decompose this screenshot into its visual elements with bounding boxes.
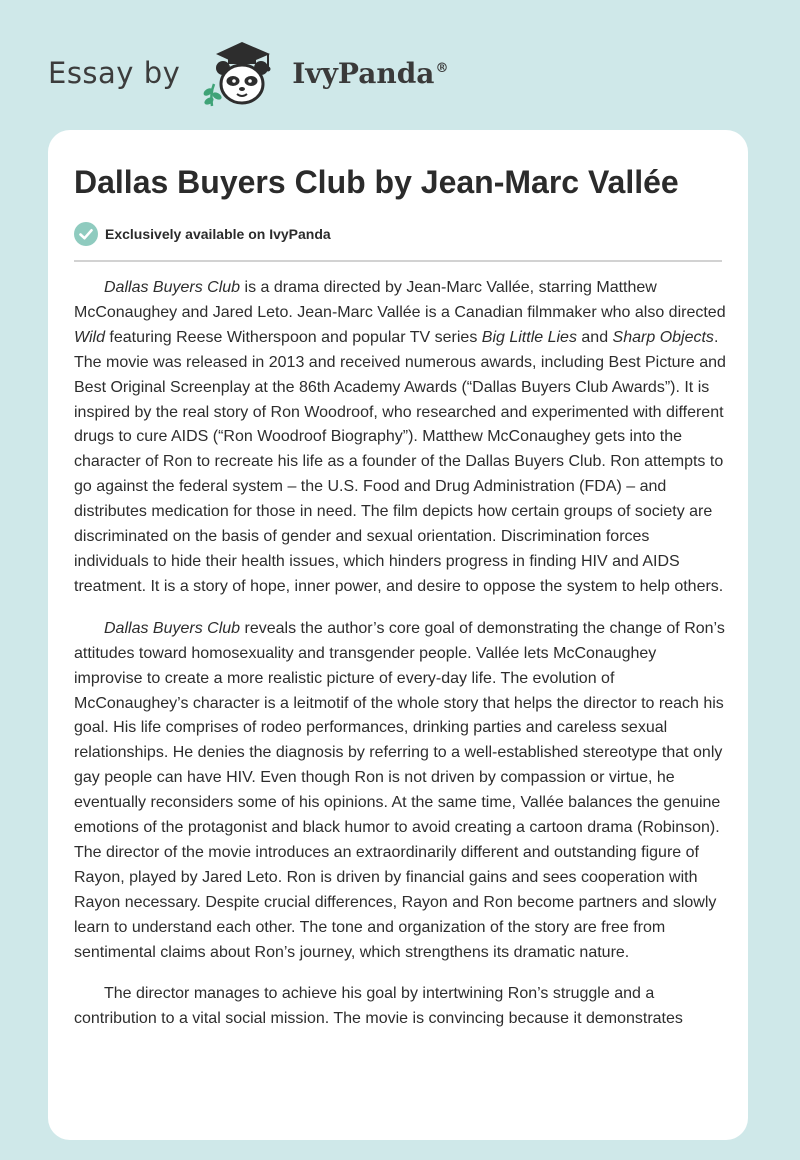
exclusive-badge-label: Exclusively available on IvyPanda [105,226,331,242]
paragraph-text: reveals the author’s core goal of demonstrating the change of Ron’s attitudes toward homosexuality and transgender people. Vallée lets McConaughey improvise to create a more realistic picture of every-day life. The evolution of McConaughey’s character is a leitmotif of the whole story that helps the director to reach his goal. His life comprises of rodeo performances, drinking parties and careless sexual relationships. He denies the diagnosis by referring to a well-established stereotype that only gay people can have HIV. Even though Ron is not driven by compassion or virtue, he eventually reconsiders some of his opinions. At the same time, Vallée balances the genuine emotions of the protagonist and black humor to avoid creating a cartoon drama (Robinson). The director of the movie introduces an extraordinarily different and outstanding figure of Rayon, played by Jared Leto. Ron is driven by financial gains and sees cooperation with Rayon necessary. Despite crucial differences, Rayon and Ron become partners and slowly learn to understand each other. The tone and organization of the story are free from sentimental claims about Ron’s journey, which strengthens its dramatic nature. [74,619,725,961]
paragraph-text: featuring Reese Witherspoon and popular TV series [104,328,482,346]
paragraph-text: The director manages to achieve his goal by intertwining Ron’s struggle and a contribution to a vital social mission. The movie is convincing because it demonstrates [74,985,683,1028]
italic-title-text: Sharp Objects [612,328,714,346]
paragraph-1 [74,276,728,600]
site-brand[interactable] [48,36,448,110]
brand-prefix: Essay by [48,56,181,90]
registered-mark: ® [435,61,449,77]
essay-body [74,276,728,1049]
paragraph-text: is a drama directed by Jean-Marc Vallée, starring Matthew McConaughey and Jared Leto. Jean-Marc Vallée is a Canadian filmmaker who also directed [74,279,726,321]
italic-title-text: Big Little Lies [481,328,577,346]
page-title: Dallas Buyers Club by Jean-Marc Vallée [74,164,679,200]
brand-name: IvyPanda® [292,56,449,90]
italic-title-text: Dallas Buyers Club [104,619,241,637]
title-divider [74,260,722,262]
paragraph-text: . The movie was released in 2013 and received numerous awards, including Best Picture and Best Original Screenplay at the 86th Academy Awards (“Dallas Buyers Club Awards”). It is inspired by the real story of Ron Woodroof, who researched and experimented with different drugs to cure AIDS (“Ron Woodroof Biography”). Matthew McConaughey gets into the character of Ron to recreate his life as a founder of the Dallas Buyers Club. Ron attempts to go against the federal system – the U.S. Food and Drug Administration (FDA) – and distributes medication for those in need. The film depicts how certain groups of society are discriminated on the basis of gender and sexual orientation. Discrimination forces individuals to hide their health issues, which hinders progress in finding HIV and AIDS treatment. It is a story of hope, inner power, and desire to oppose the system to help others. [74,328,726,595]
check-circle-icon [74,222,98,246]
paragraph-3 [74,982,728,1032]
panda-graduate-icon [196,36,288,110]
paragraph-text: and [576,328,613,346]
essay-card [48,130,748,1140]
italic-title-text: Dallas Buyers Club [104,279,241,296]
exclusive-badge [74,222,331,246]
paragraph-2 [74,617,728,966]
italic-title-text: Wild [74,328,105,346]
